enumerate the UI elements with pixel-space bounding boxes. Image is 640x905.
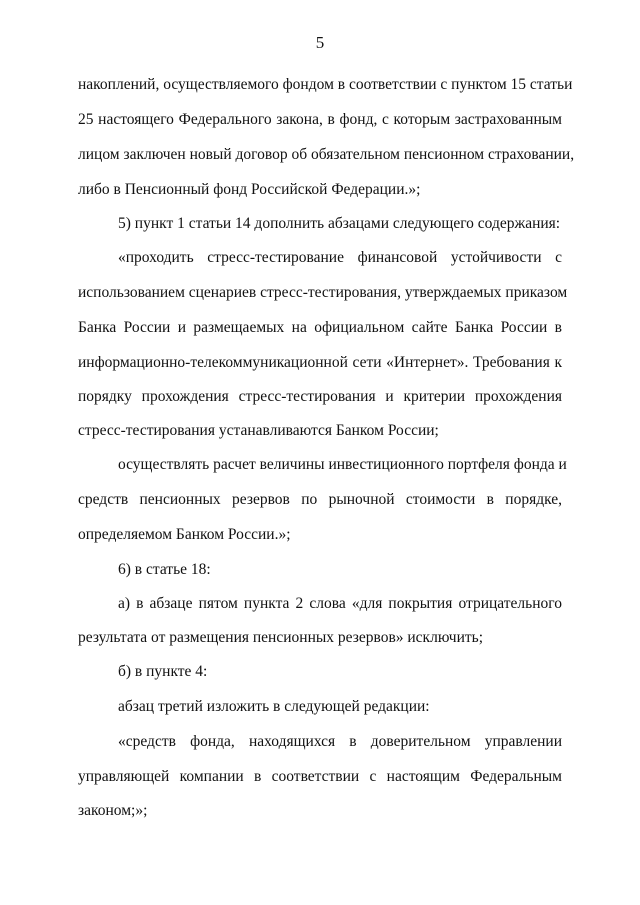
text-line: Банка России и размещаемых на официальном сайте Банка России в [78, 319, 562, 336]
text-line: либо в Пенсионный фонд Российской Федерации.»; [78, 181, 421, 198]
text-line: результата от размещения пенсионных резервов» исключить; [78, 629, 484, 646]
text-line: 5) пункт 1 статьи 14 дополнить абзацами следующего содержания: [118, 215, 561, 232]
text-line: «проходить стресс-тестирование финансовой устойчивости с [118, 249, 562, 266]
text-line: б) в пункте 4: [118, 663, 208, 680]
text-line: использованием сценариев стресс-тестирования, утверждаемых приказом [78, 284, 568, 301]
text-line: 25 настоящего Федерального закона, в фонд, с которым застрахованным [78, 111, 562, 128]
text-line: 6) в статье 18: [118, 561, 211, 578]
text-line: абзац третий изложить в следующей редакции: [118, 698, 430, 715]
text-line: накоплений, осуществляемого фондом в соответствии с пунктом 15 статьи [78, 76, 573, 93]
text-line: осуществлять расчет величины инвестиционного портфеля фонда и [118, 456, 567, 473]
text-line: а) в абзаце пятом пункта 2 слова «для покрытия отрицательного [118, 595, 562, 612]
text-line: лицом заключен новый договор об обязательном пенсионном страховании, [78, 146, 575, 163]
page-number: 5 [315, 33, 325, 52]
text-line: определяемом Банком России.»; [78, 526, 291, 543]
text-line: информационно-телекоммуникационной сети «Интернет». Требования к [78, 354, 562, 371]
text-line: стресс-тестирования устанавливаются Банком России; [78, 422, 439, 439]
text-line: средств пенсионных резервов по рыночной стоимости в порядке, [78, 491, 562, 508]
text-line: порядку прохождения стресс-тестирования и критерии прохождения [78, 388, 562, 405]
text-line: управляющей компании в соответствии с настоящим Федеральным [78, 768, 562, 785]
text-line: законом;»; [78, 802, 148, 819]
text-line: «средств фонда, находящихся в доверительном управлении [118, 733, 562, 750]
